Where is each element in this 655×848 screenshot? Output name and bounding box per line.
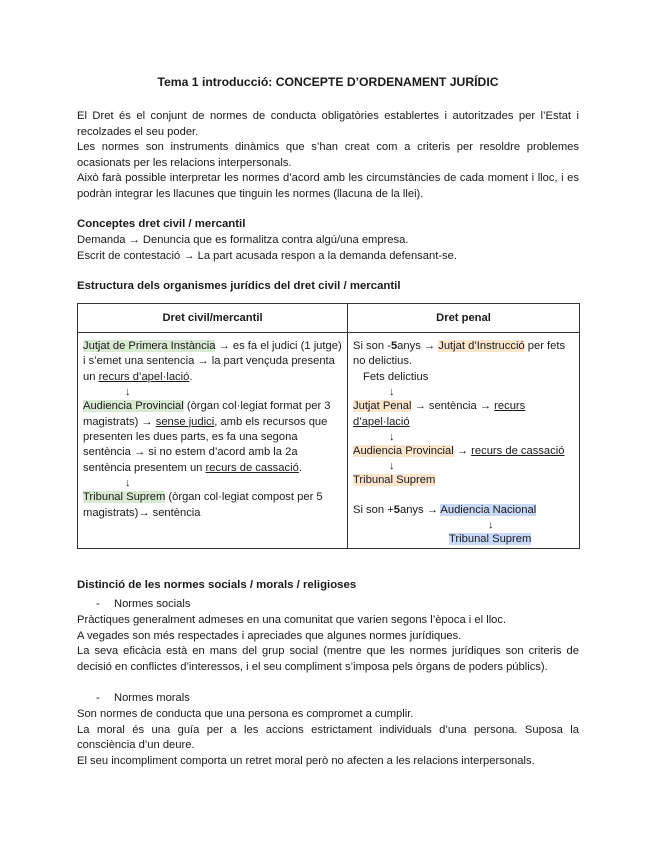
court-name: Jutjat d’Instrucció bbox=[438, 340, 525, 352]
penal-cell bbox=[348, 333, 580, 549]
structure-heading: Estructura dels organismes jurídics del dret civil / mercantil bbox=[77, 280, 401, 292]
column-header-civil: Dret civil/mercantil bbox=[78, 304, 348, 333]
concepts-heading: Conceptes dret civil / mercantil bbox=[77, 218, 246, 230]
page-title: Tema 1 introducció: CONCEPTE D’ORDENAMENT JURÍDIC bbox=[157, 75, 499, 89]
concepts-list bbox=[77, 233, 579, 264]
court-name: Audiencia Provincial bbox=[83, 400, 184, 413]
court-name: Audiencia Provincial bbox=[353, 445, 454, 458]
bullet-label: Normes morals bbox=[114, 692, 190, 704]
down-arrow-icon: ↓ bbox=[389, 386, 395, 399]
down-arrow-icon: ↓ bbox=[125, 477, 131, 490]
bullet-moral bbox=[96, 692, 190, 704]
bullet-dash: - bbox=[96, 692, 100, 704]
civil-step-2: Audiencia Provincial (òrgan col·legiat format per 3 magistrats) → sense judici, amb els recursos que presenten les dues parts, es fa una segona sentència → si no estem d’acord amb la 2a sentència presentem un recurs de cassació. bbox=[83, 400, 331, 474]
civil-step-3: Tribunal Suprem (òrgan col·legiat compost per 5 magistrats)→ sentència bbox=[83, 491, 323, 519]
court-name: Tribunal Suprem bbox=[449, 533, 532, 546]
bullet-label: Normes socials bbox=[114, 598, 191, 610]
court-name: Jutjat de Primera Instància bbox=[83, 340, 216, 352]
social-norms-text: Pràctiques generalment admeses en una comunitat que varien segons l’època i el lloc. A vegades son més respectades i apreciades que algunes normes jurídiques. La seva eficàcia està en mans del grup social (mentre que les normes jurídiques son criteris de decisió en conflictes d’interessos, i el seu compliment s’imposa pels òrgans de poders públics). bbox=[77, 614, 579, 673]
down-arrow-icon: ↓ bbox=[488, 519, 494, 532]
concept-item: Escrit de contestació → La part acusada respon a la demanda defensant-se. bbox=[77, 249, 457, 262]
penal-note: Fets delictius bbox=[363, 370, 429, 383]
civil-step-1: Jutjat de Primera Instància → es fa el judici (1 jutge) i s’emet una sentencia → la part vençuda presenta un recurs d’apel·lació. bbox=[83, 340, 342, 383]
penal-step-4 bbox=[353, 473, 574, 488]
court-name: Audiencia Nacional bbox=[440, 503, 537, 516]
court-name: Tribunal Suprem bbox=[353, 474, 436, 487]
down-arrow-icon: ↓ bbox=[389, 460, 395, 473]
distinction-heading: Distinció de les normes socials / morals / religioses bbox=[77, 579, 357, 591]
court-name: Jutjat Penal bbox=[353, 400, 412, 413]
intro-section bbox=[77, 109, 579, 203]
down-arrow-icon: ↓ bbox=[389, 431, 395, 444]
penal-step-1: Si son -5anys → Jutjat d’Instrucció per fets no delictius. bbox=[353, 340, 566, 368]
civil-cell bbox=[78, 333, 348, 549]
down-arrow-icon: ↓ bbox=[125, 386, 131, 399]
penal-step-3: Audiencia Provincial → recurs de cassació bbox=[353, 445, 565, 458]
intro-paragraph: Les normes son instruments dinàmics que s’han creat com a criteris per resoldre problemes ocasionats per les relacions interpersonals. bbox=[77, 141, 579, 169]
concept-item: Demanda → Denuncia que es formalitza contra algú/una empresa. bbox=[77, 234, 409, 246]
bullet-social bbox=[96, 598, 190, 610]
appeal-term: recurs d’apel·lació bbox=[353, 400, 526, 428]
intro-paragraph: Això farà possible interpretar les normes d’acord amb les circumstàncies de cada moment i lloc, i es podràn integrar les llacunes que tinguin les normes (llacuna de la llei). bbox=[77, 172, 579, 200]
moral-norms-text: Son normes de conducta que una persona es compromet a cumplir. La moral és una guía per a les accions estrictament individuals d’una persona. Suposa la consciència d’un deure. El seu incompliment comporta un retret moral però no afecten a les relacions interpersonals. bbox=[77, 708, 579, 767]
column-header-penal: Dret penal bbox=[348, 304, 580, 333]
penal-step-6 bbox=[353, 532, 574, 547]
penal-step-2: Jutjat Penal → sentència → recurs d’apel·lació bbox=[353, 400, 526, 428]
penal-step-5: Si son +5anys → Audiencia Nacional bbox=[353, 503, 537, 516]
court-name: Tribunal Suprem bbox=[83, 491, 166, 504]
bullet-dash: - bbox=[96, 598, 100, 610]
appeal-term: recurs de cassació bbox=[205, 461, 299, 474]
jurisdiction-table bbox=[77, 303, 580, 549]
appeal-term: recurs d’apel·lació bbox=[98, 370, 190, 383]
intro-paragraph: El Dret és el conjunt de normes de conducta obligatòries establertes i autoritzades per l’Estat i recolzades el seu poder. bbox=[77, 110, 579, 138]
appeal-term: recurs de cassació bbox=[471, 445, 565, 458]
